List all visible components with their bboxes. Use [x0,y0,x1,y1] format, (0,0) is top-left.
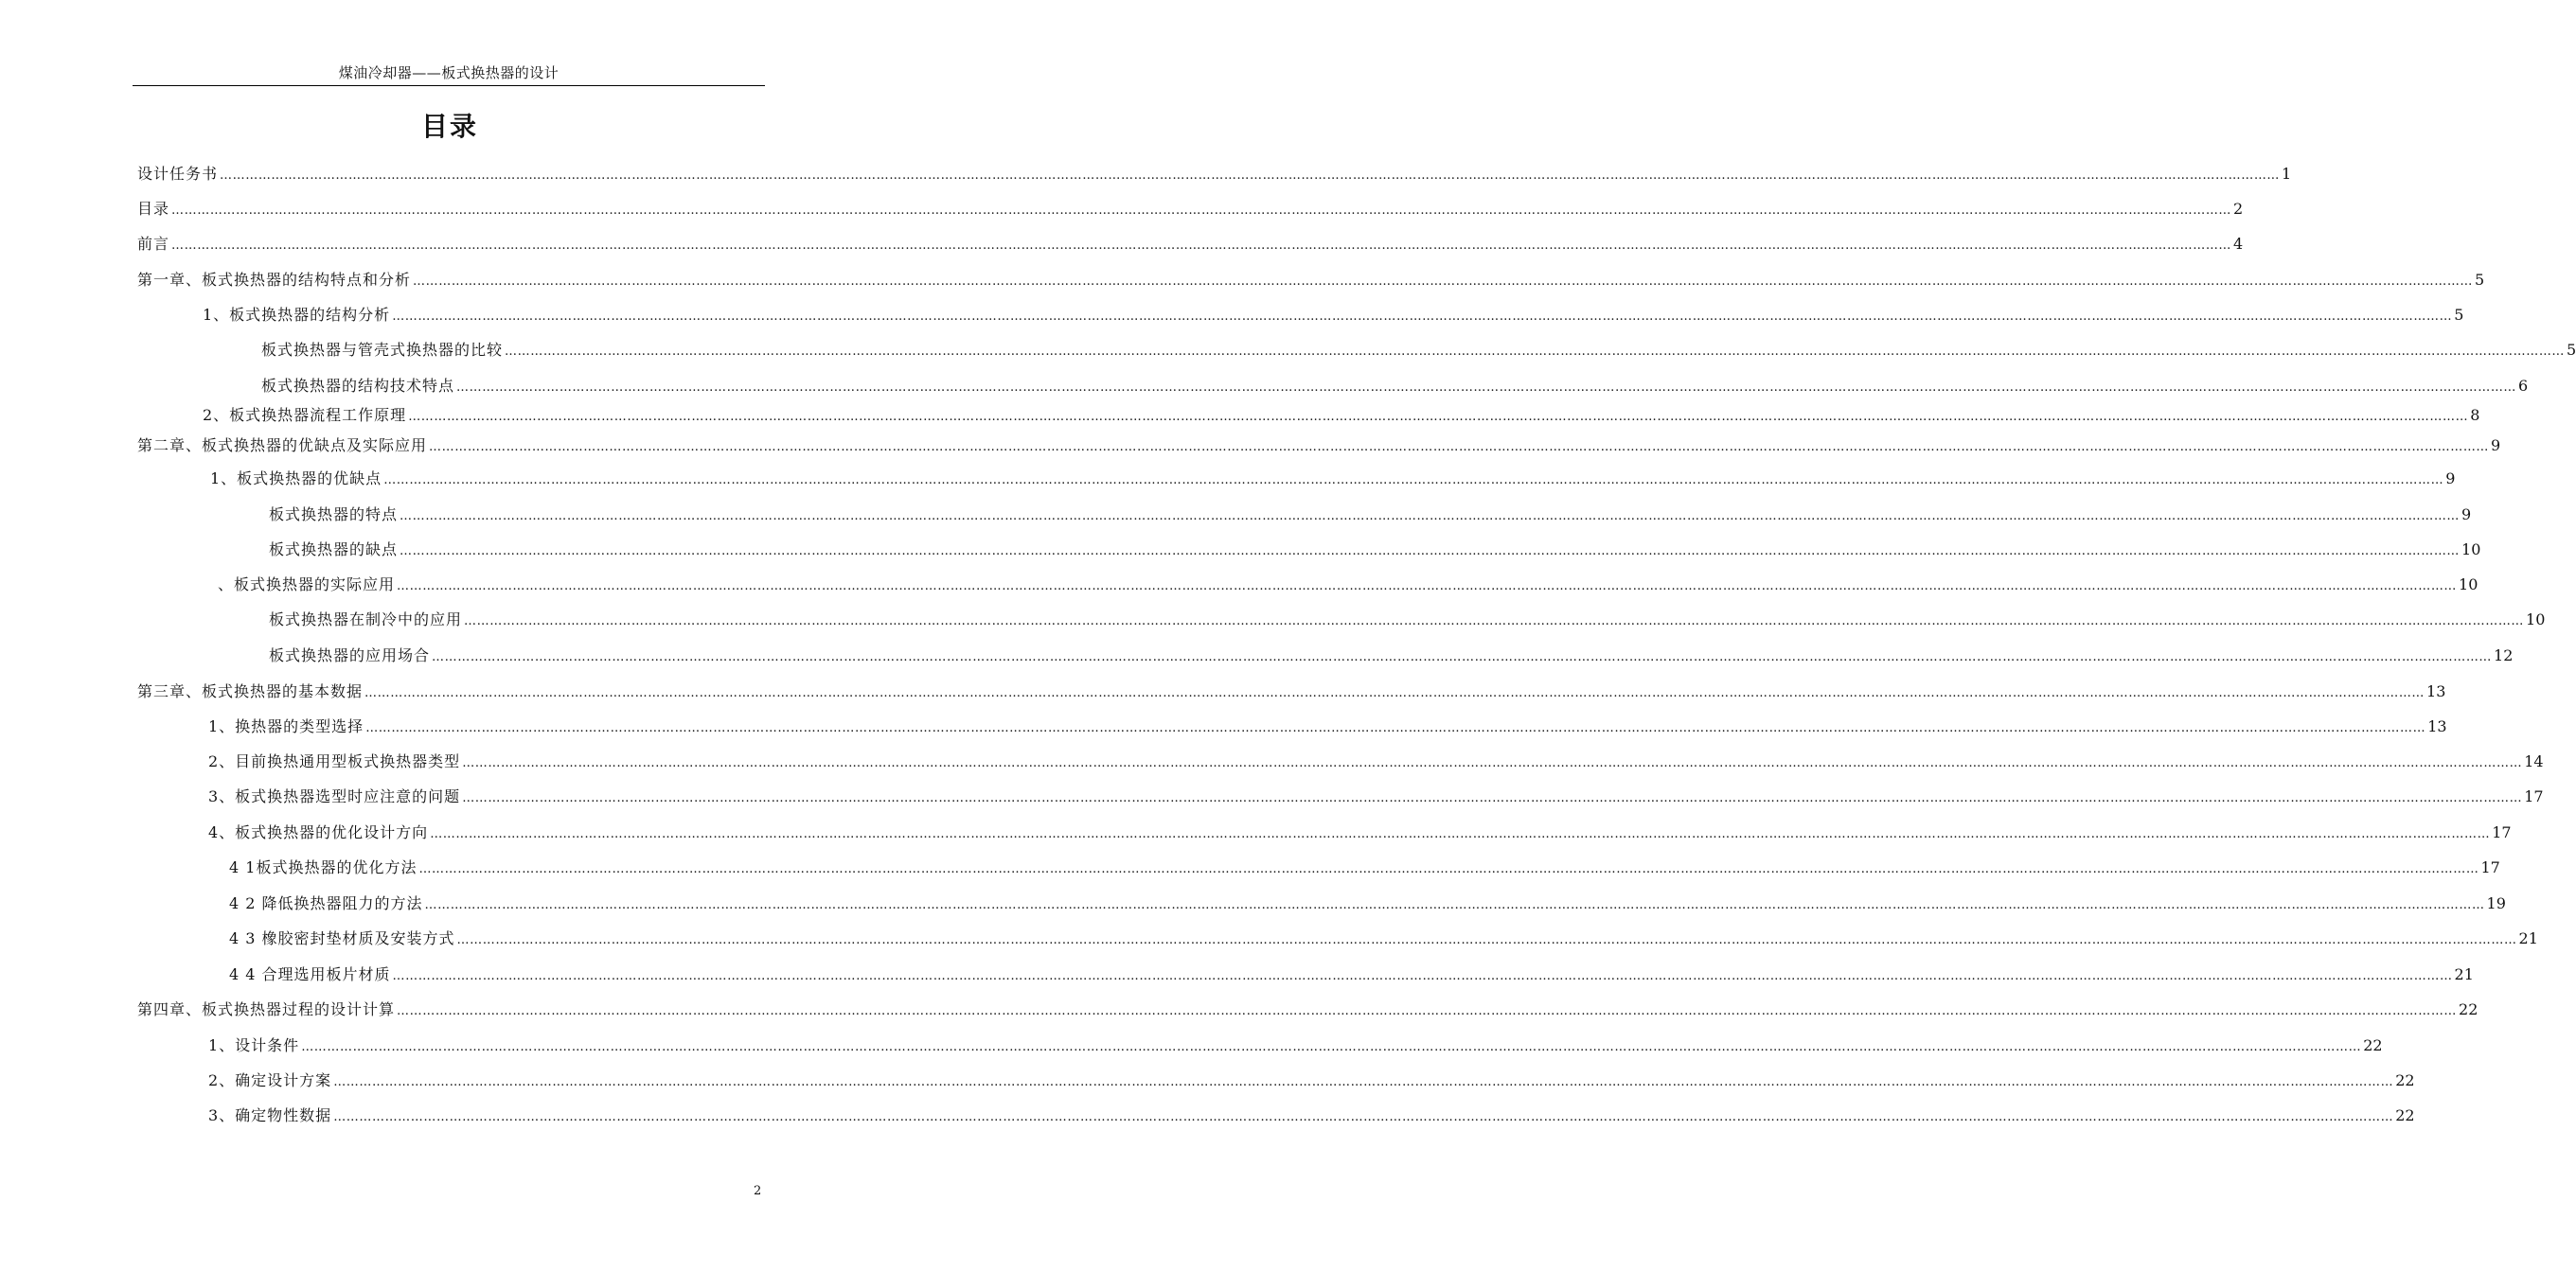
toc-entry[interactable] [208,822,2512,844]
toc-entry[interactable] [208,716,2447,738]
toc-leader-dots: ………………………………………………………………………………………………………………………………………………………………………………………………………………………………………………………………………………………………………………………………………………………………………………………………………………………………………… [301,1040,2362,1054]
toc-entry-label: 4 2 降低换热器阻力的方法 [229,894,423,912]
toc-title: 目录 [420,111,478,142]
toc-leader-dots: ………………………………………………………………………………………………………………………………………………………………………………………………………………………………………………………………………………………………………………………………………………………………………………………………………………………………………… [505,344,2566,359]
toc-entry[interactable] [229,857,2500,879]
toc-entry-page: 10 [2526,610,2546,628]
toc-entry[interactable] [229,963,2474,986]
toc-leader-dots: ………………………………………………………………………………………………………………………………………………………………………………………………………………………………………………………………………………………………………………………………………………………………………………………………………………………………………… [462,791,2523,805]
toc-leader-dots: ………………………………………………………………………………………………………………………………………………………………………………………………………………………………………………………………………………………………………………………………………………………………………………………………………………………………………… [424,898,2485,912]
toc-entry[interactable] [269,504,2472,526]
toc-entry-page: 4 [2233,235,2244,253]
toc-entry[interactable] [203,304,2464,327]
toc-entry[interactable] [208,1104,2415,1127]
toc-entry-page: 22 [2395,1071,2415,1089]
toc-entry-page: 17 [2524,787,2544,805]
toc-entry[interactable] [208,786,2544,808]
toc-leader-dots: ………………………………………………………………………………………………………………………………………………………………………………………………………………………………………………………………………………………………………………………………………………………………………………………………………………………………………… [171,238,2232,253]
toc-entry-page: 13 [2426,682,2446,700]
toc-entry-page: 10 [2461,540,2481,558]
toc-entry-label: 4 3 橡胶密封垫材质及安装方式 [229,929,455,947]
toc-leader-dots: ………………………………………………………………………………………………………………………………………………………………………………………………………………………………………………………………………………………………………………………………………………………………………………………………………………………………………… [432,650,2493,664]
toc-entry[interactable] [269,539,2481,561]
toc-leader-dots: ………………………………………………………………………………………………………………………………………………………………………………………………………………………………………………………………………………………………………………………………………………………………………………………………………………………………………… [171,203,2232,218]
toc-entry-page: 2 [2233,200,2244,218]
page-number: 2 [754,1184,762,1198]
toc-entry-page: 9 [2491,436,2501,454]
toc-entry-label: 4、板式换热器的优化设计方向 [208,823,429,841]
toc-leader-dots: ………………………………………………………………………………………………………………………………………………………………………………………………………………………………………………………………………………………………………………………………………………………………………………………………………………………………………… [408,410,2469,424]
toc-entry[interactable] [261,375,2529,398]
toc-entry[interactable] [137,233,2244,256]
toc-entry[interactable] [137,680,2446,703]
toc-entry-page: 5 [2475,271,2485,289]
toc-leader-dots: ………………………………………………………………………………………………………………………………………………………………………………………………………………………………………………………………………………………………………………………………………………………………………………………………………………………………………… [383,473,2444,487]
toc-leader-dots: ………………………………………………………………………………………………………………………………………………………………………………………………………………………………………………………………………………………………………………………………………………………………………………………………………………………………………… [392,309,2453,324]
toc-entry-page: 22 [2395,1106,2415,1124]
toc-entry-label: 、板式换热器的实际应用 [218,575,396,593]
toc-entry[interactable] [208,1034,2383,1057]
toc-entry[interactable] [269,609,2546,631]
toc-entry-label: 2、板式换热器流程工作原理 [203,406,407,424]
toc-entry-page: 10 [2459,575,2478,593]
toc-entry[interactable] [210,468,2456,490]
toc-entry-page: 22 [2459,1000,2478,1018]
toc-leader-dots: ………………………………………………………………………………………………………………………………………………………………………………………………………………………………………………………………………………………………………………………………………………………………………………………………………………………………………… [397,1004,2458,1018]
toc-leader-dots: ………………………………………………………………………………………………………………………………………………………………………………………………………………………………………………………………………………………………………………………………………………………………………………………………………………………………………… [400,509,2461,523]
running-header: 煤油冷却器——板式换热器的设计 [338,64,560,81]
toc-leader-dots: ………………………………………………………………………………………………………………………………………………………………………………………………………………………………………………………………………………………………………………………………………………………………………………………………………………………………………… [400,544,2461,558]
toc-entry-label: 3、确定物性数据 [208,1106,332,1124]
toc-leader-dots: ………………………………………………………………………………………………………………………………………………………………………………………………………………………………………………………………………………………………………………………………………………………………………………………………………………………………………… [392,969,2453,983]
toc-entry-label: 目录 [137,200,170,218]
toc-leader-dots: ………………………………………………………………………………………………………………………………………………………………………………………………………………………………………………………………………………………………………………………………………………………………………………………………………………………………………… [464,614,2525,628]
toc-entry-page: 9 [2461,505,2472,523]
toc-entry-page: 21 [2518,929,2538,947]
toc-leader-dots: ………………………………………………………………………………………………………………………………………………………………………………………………………………………………………………………………………………………………………………………………………………………………………………………………………………………………………… [333,1075,2394,1089]
toc-leader-dots: ………………………………………………………………………………………………………………………………………………………………………………………………………………………………………………………………………………………………………………………………………………………………………………………………………………………………………… [429,440,2490,454]
toc-entry-label: 1、设计条件 [208,1036,300,1054]
toc-entry-label: 第四章、板式换热器过程的设计计算 [137,1000,396,1018]
toc-leader-dots: ………………………………………………………………………………………………………………………………………………………………………………………………………………………………………………………………………………………………………………………………………………………………………………………………………………………………………… [397,579,2458,593]
toc-entry[interactable] [137,269,2485,292]
toc-entry-label: 2、确定设计方案 [208,1071,332,1089]
toc-entry[interactable] [269,645,2514,667]
toc-entry-label: 3、板式换热器选型时应注意的问题 [208,787,461,805]
toc-entry-page: 21 [2454,965,2474,983]
toc-entry-page: 13 [2427,717,2447,735]
toc-entry[interactable] [218,574,2478,596]
toc-entry-page: 6 [2518,377,2529,395]
toc-entry-label: 设计任务书 [137,165,219,183]
toc-entry-label: 第二章、板式换热器的优缺点及实际应用 [137,436,428,454]
toc-entry-label: 4 1板式换热器的优化方法 [229,858,417,876]
toc-entry-label: 1、换热器的类型选择 [208,717,364,735]
toc-entry[interactable] [208,1069,2415,1092]
toc-leader-dots: ………………………………………………………………………………………………………………………………………………………………………………………………………………………………………………………………………………………………………………………………………………………………………………………………………………………………………… [462,756,2523,770]
toc-entry-page: 19 [2486,894,2506,912]
toc-entry[interactable] [137,434,2501,457]
toc-entry-label: 板式换热器的应用场合 [269,646,431,664]
toc-entry[interactable] [203,404,2480,427]
toc-entry-page: 14 [2524,752,2544,770]
toc-leader-dots: ………………………………………………………………………………………………………………………………………………………………………………………………………………………………………………………………………………………………………………………………………………………………………………………………………………………………………… [220,168,2281,183]
toc-entry-label: 2、目前换热通用型板式换热器类型 [208,752,461,770]
toc-entry-label: 板式换热器的结构技术特点 [261,377,455,395]
toc-entry[interactable] [229,928,2538,950]
toc-entry-label: 1、板式换热器的优缺点 [210,469,382,487]
toc-entry-label: 4 4 合理选用板片材质 [229,965,391,983]
toc-leader-dots: ………………………………………………………………………………………………………………………………………………………………………………………………………………………………………………………………………………………………………………………………………………………………………………………………………………………………………… [430,827,2491,841]
toc-entry-label: 第三章、板式换热器的基本数据 [137,682,364,700]
toc-entry[interactable] [137,998,2478,1021]
toc-entry-label: 前言 [137,235,170,253]
toc-entry[interactable] [137,163,2292,186]
toc-entry-label: 第一章、板式换热器的结构特点和分析 [137,271,412,289]
toc-entry-label: 1、板式换热器的结构分析 [203,306,391,324]
toc-entry-page: 5 [2567,341,2576,359]
toc-entry[interactable] [208,751,2544,773]
toc-entry-label: 板式换热器的缺点 [269,540,399,558]
toc-entry-page: 8 [2470,406,2480,424]
toc-leader-dots: ………………………………………………………………………………………………………………………………………………………………………………………………………………………………………………………………………………………………………………………………………………………………………………………………………………………………………… [333,1110,2394,1124]
toc-entry[interactable] [229,892,2506,915]
toc-entry[interactable] [261,339,2576,362]
toc-entry-page: 17 [2480,858,2500,876]
toc-entry-label: 板式换热器的特点 [269,505,399,523]
toc-leader-dots: ………………………………………………………………………………………………………………………………………………………………………………………………………………………………………………………………………………………………………………………………………………………………………………………………………………………………………… [365,721,2426,735]
toc-entry-label: 板式换热器与管壳式换热器的比较 [261,341,504,359]
toc-entry[interactable] [137,198,2244,221]
toc-leader-dots: ………………………………………………………………………………………………………………………………………………………………………………………………………………………………………………………………………………………………………………………………………………………………………………………………………………………………………… [456,380,2517,395]
toc-leader-dots: ………………………………………………………………………………………………………………………………………………………………………………………………………………………………………………………………………………………………………………………………………………………………………………………………………………………………………… [364,686,2425,700]
toc-leader-dots: ………………………………………………………………………………………………………………………………………………………………………………………………………………………………………………………………………………………………………………………………………………………………………………………………………………………………………… [456,933,2517,947]
toc-entry-page: 1 [2282,165,2292,183]
toc-entry-page: 5 [2454,306,2464,324]
toc-entry-label: 板式换热器在制冷中的应用 [269,610,463,628]
toc-entry-page: 9 [2445,469,2456,487]
toc-leader-dots: ………………………………………………………………………………………………………………………………………………………………………………………………………………………………………………………………………………………………………………………………………………………………………………………………………………………………………… [413,274,2474,289]
toc-entry-page: 12 [2494,646,2514,664]
toc-entry-page: 17 [2492,823,2512,841]
toc-entry-page: 22 [2363,1036,2383,1054]
toc-leader-dots: ………………………………………………………………………………………………………………………………………………………………………………………………………………………………………………………………………………………………………………………………………………………………………………………………………………………………………… [418,862,2479,876]
